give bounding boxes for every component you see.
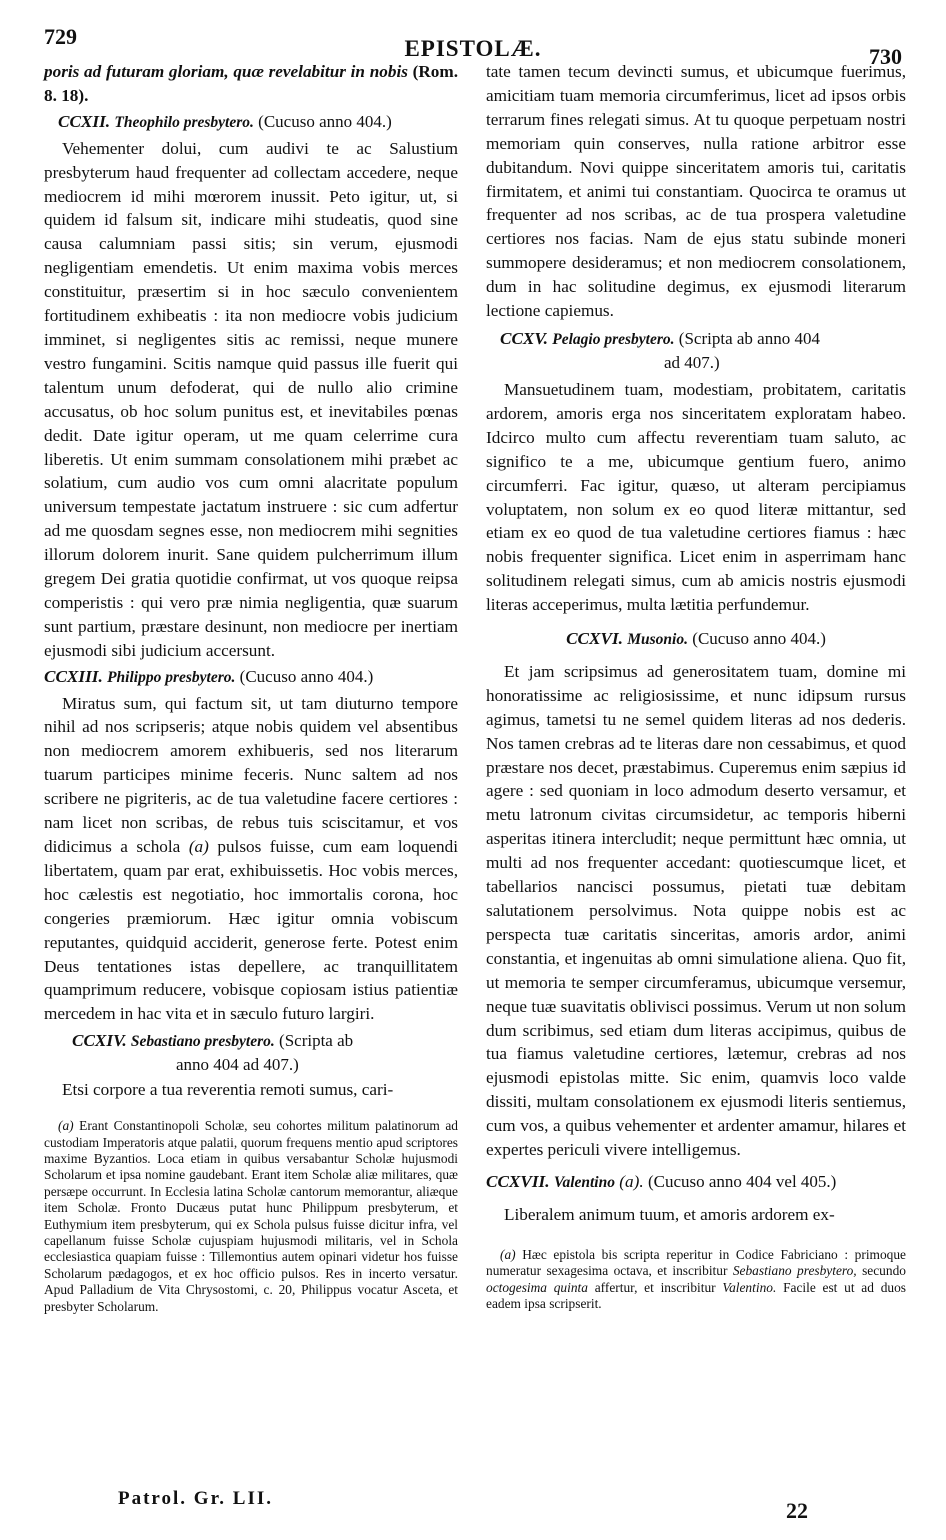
letter-addressee: Musonio. <box>627 631 688 649</box>
letter-number: CCXII. <box>58 111 111 131</box>
continuation-text <box>44 60 458 108</box>
footnote-mark: (a) <box>500 1246 516 1262</box>
right-column <box>486 60 906 1312</box>
letter-216-body: Et jam scripsimus ad generositatem tuam, domine mi honoratissime ac religiosissime, et nunc idipsum rursus agimus, tametsi tu ne semel quidem literas ad nos dederis. Nos tamen crebras ad te literas dare non cessabimus, et quod præstare nos decet, præstabimus. Cuperemus enim sæpius id agere : sed quoniam in loco admodum deserto versamur, et metu latronum civitas circumsidetur, ac temporis hiberni asperitas itinera intercludit; neque permittunt hæc omnia, ut multi ad nos frequenter accedant: quotiescumque licet, et tabellarios nancisci possumus, pietati tuæ debitam salutationem persolvimus. Nota quippe nobis est ac perspecta tuæ caritatis sinceritas, amoris ardor, animi constantia, et ingenuitas ab omni simulatione aliena. Quo fit, ut memoria te semper circumferamus, ubicumque versemur, neque tuæ suavitatis oblivisci possimus. Verum ut non solum dum scribimus, sed etiam dum literas accipimus, quibus de tua fiamus valetudine certiores, lætemur, crebras ad nos ejusmodi epistolas mitte. Sic enim, quamvis loco valde dissiti, multam consolationem ex ejusmodi literis sentiemus, cum vos, a quibus vehementer et ardenter amamur, hilares et expertes periculi vivere intelligemus. <box>486 661 906 1160</box>
letter-addressee: Pelagio presbytero. <box>552 330 675 348</box>
letter-212-title <box>44 110 458 135</box>
letter-addressee: Valentino <box>553 1173 615 1191</box>
running-header <box>40 22 906 69</box>
continuation-quote: poris ad futuram gloriam, quæ revelabitur in nobis <box>44 62 408 81</box>
letter-addressee: Sebastiano presbytero. <box>130 1033 275 1051</box>
letter-date-cont: anno 404 ad 407.) <box>176 1055 299 1075</box>
continuation-citation: (Rom. 8. 18). <box>44 62 458 105</box>
letter-213-body <box>44 692 458 1027</box>
footnote-text: Facile est ut ad duos eadem ipsa scripserit. <box>486 1279 906 1311</box>
letter-number: CCXIII. <box>44 666 103 686</box>
footnote-text: Hæc epistola bis scripta reperitur in Codice Fabriciano : primoque numeratur sexagesima octava, et inscribitur <box>486 1246 907 1279</box>
letter-date: (Scripta ab <box>279 1031 354 1051</box>
sheet-number: 22 <box>786 1498 808 1523</box>
letter-212-body: Vehementer dolui, cum audivi te ac Salustium presbyterum haud frequenter ad collectam accedere, neque mediocrem id mihi mœrorem inussit. Peto igitur, ut, si quidem id falsum sit, indicare mihi studeatis, quod sine causa calumniam passi sitis; sin verum, ejusmodi negligentiam emendetis. Ut enim maxima vobis merces constituitur, præsertim si in hoc sæculo convenientem fortitudinem exhibeatis : ita non mediocre vobis judicium imminet, si negligentes sitis ac remissi, neque munere vestro fungamini. Scitis namque quid passus ille fuerit qui talentum unum defoderat, qui de nullo alio crimine accusatus, ob hoc solum punitus est, et inevitabiles pœnas dedit. Date igitur operam, ut me quam celerrime cura liberetis. Ut enim summam consolationem mihi præbet ac solatium, cum audio vos cum omni alacritate populum universum tempestate jactatum instruere : sic cum adfertur ad me quosdam segnes esse, non mediocrem mihi segnities illorum dolorem inurit. Sane quidem pulcherrimum illum gregem Dei gratia quotidie confirmat, ut vos quoque reipsa comperistis : qui vero præ nimia negligentia, quæ suarum sunt partium, præstare desinunt, non mediocre per inertiam ejusmodi sibi judicium accersunt. <box>44 138 458 660</box>
letter-text: pulsos fuisse, cum eam loquendi libertatem, quam par erat, exhibuissetis. Hoc vobis merces, hoc cælestis est negotiatio, hoc immortalis corona, hoc congeries præmiorum. Hæc igitur omnia vobiscum reputantes, quidquid acciderit, generose ferte. Potest enim Deus tentationes istas depellere, ac tranquillitatem quamprimum reducere, vobisque copiosam istius patientiæ mercedem in hac vita et in sæculo futuro largiri. <box>44 837 459 1024</box>
letter-number: CCXV. <box>500 328 548 348</box>
letter-214-title <box>44 1029 458 1076</box>
letter-text: Miratus sum, qui factum sit, ut tam diuturno tempore nihil ad nos scripseris; atque nobis quidem vel absentibus non mediocrem amorem exhibueris, sed nos literarum tuarum participes minime feceris. Nunc saltem ad nos scribere ne pigriteris, ac de tua valetudine facere certiores : nam licet non scribas, de rebus tuis sciscitamur, et vos didicimus a schola <box>44 693 458 856</box>
footnote-italic: Valentino. <box>722 1279 777 1295</box>
letter-date: (Cucuso anno 404.) <box>258 111 392 131</box>
letter-214-continuation: tate tamen tecum devincti sumus, et ubicumque fuerimus, amicitiam tuam memoria circumferimus, licet ad ipsos orbis terrarum fines relegati simus. At tu quoque perpetuam nostri memoriam quin conserves, nulla ratione arbitror esse dubitandum. Novi quippe sinceritatem amoris tui, caritatis firmitatem, et animi tui constantiam. Quocirca te oramus ut frequenter ad nos scribas, ac de tua prospera valetudine certiores nos facias. Nam de ejus statu subinde moneri summopere desideramus; et non mediocrem consolationem, dum in hac solitudine degimus, ex ejusmodi literarum lectione capiemus. <box>486 62 906 321</box>
letter-214-body: Etsi corpore a tua reverentia remoti sumus, cari- <box>62 1080 394 1100</box>
letter-number: CCXVI. <box>566 629 623 649</box>
footnote-text: Erant Constantinopoli Scholæ, seu cohortes militum palatinorum ad custodiam Imperatoris atque palatii, quorum frequens mentio apud scriptores maxime Byzantios. Loca etiam in quibus versabantur Scholæ hujusmodi Scholarum et ipsa nomine gaudebant. Erant item Scholæ aliæ militares, quæ persæpe occurrunt. In Ecclesia latina Scholæ cantorum memorantur, aliæque item Scholæ. Fronto Ducæus putat hunc Philippum presbyterum, et Euthymium item presbyterum, qui ex Schola pulsus fuisse dicitur infra, vel capellanum fuisse Scholæ cujuspiam hujusmodi militaris, vel in Schola ecclesiastica quapiam fuisse : Tillemontius autem opinari videtur hos fuisse Scholarum pædagogos, et ex hoc officio pulsos. Res in incerto versatur. Apud Palladium de Vita Chrysostomi, c. 20, Philippus vocatur Asceta, et presbyter Scholarum. <box>44 1118 458 1314</box>
letter-215-title <box>486 327 906 374</box>
letter-addressee: Theophilo presbytero. <box>114 113 254 131</box>
letter-213-title <box>44 665 458 690</box>
footnote-text: affertur, et inscribitur <box>594 1279 716 1295</box>
letter-217-body: Liberalem animum tuum, et amoris ardorem ex- <box>504 1204 835 1224</box>
letter-addressee: Philippo presbytero. <box>107 668 236 686</box>
letter-date: (Cucuso anno 404.) <box>692 629 826 649</box>
letter-217-title <box>486 1170 906 1195</box>
footnote-right <box>486 1247 906 1313</box>
letter-215-body: Mansuetudinem tuam, modestiam, probitatem, caritatis ardorem, amoris erga nos sinceritatem exploratam habeo. Idcirco multo cum affectu reverentiam tuam saluto, ac significo te a me, ubicumque gentium fuero, animo circumferri. Fac igitur, quæso, ut alteram percipiamus voluptatem, non solum ex eo quod literæ mittantur, sed etiam ex eo quod de tua valetudine certiores fiamus : hæc nobis frequenter significa. Licet enim in asperrimam hanc solitudinem relegati simus, cum ab amicis nostris ejusmodi literas acceperimus, multa lætitia perfundemur. <box>486 379 906 615</box>
footnote-italic: octogesima quinta <box>486 1279 588 1295</box>
letter-date-cont: ad 407.) <box>664 352 720 372</box>
signature-line: Patrol. Gr. LII. <box>118 1488 273 1509</box>
footnote-left <box>44 1118 458 1315</box>
letter-number: CCXIV. <box>72 1031 127 1051</box>
page-number-right: 730 <box>869 44 902 69</box>
letter-date: (Scripta ab anno 404 <box>678 328 820 348</box>
footnote-reference: (a) <box>188 837 209 856</box>
page-number-left: 729 <box>44 24 77 49</box>
letter-number: CCXVII. <box>486 1171 550 1191</box>
left-column <box>44 60 458 1315</box>
letter-216-title <box>486 627 906 652</box>
footnote-italic: Sebastiano presbytero, <box>732 1263 857 1279</box>
letter-date: (Cucuso anno 404 vel 405.) <box>647 1171 837 1191</box>
footnote-reference: (a). <box>619 1171 644 1191</box>
footnote-text: secundo <box>862 1263 906 1279</box>
running-title: EPISTOLÆ. <box>404 36 542 61</box>
footnote-mark: (a) <box>58 1118 74 1134</box>
letter-date: (Cucuso anno 404.) <box>239 666 374 686</box>
